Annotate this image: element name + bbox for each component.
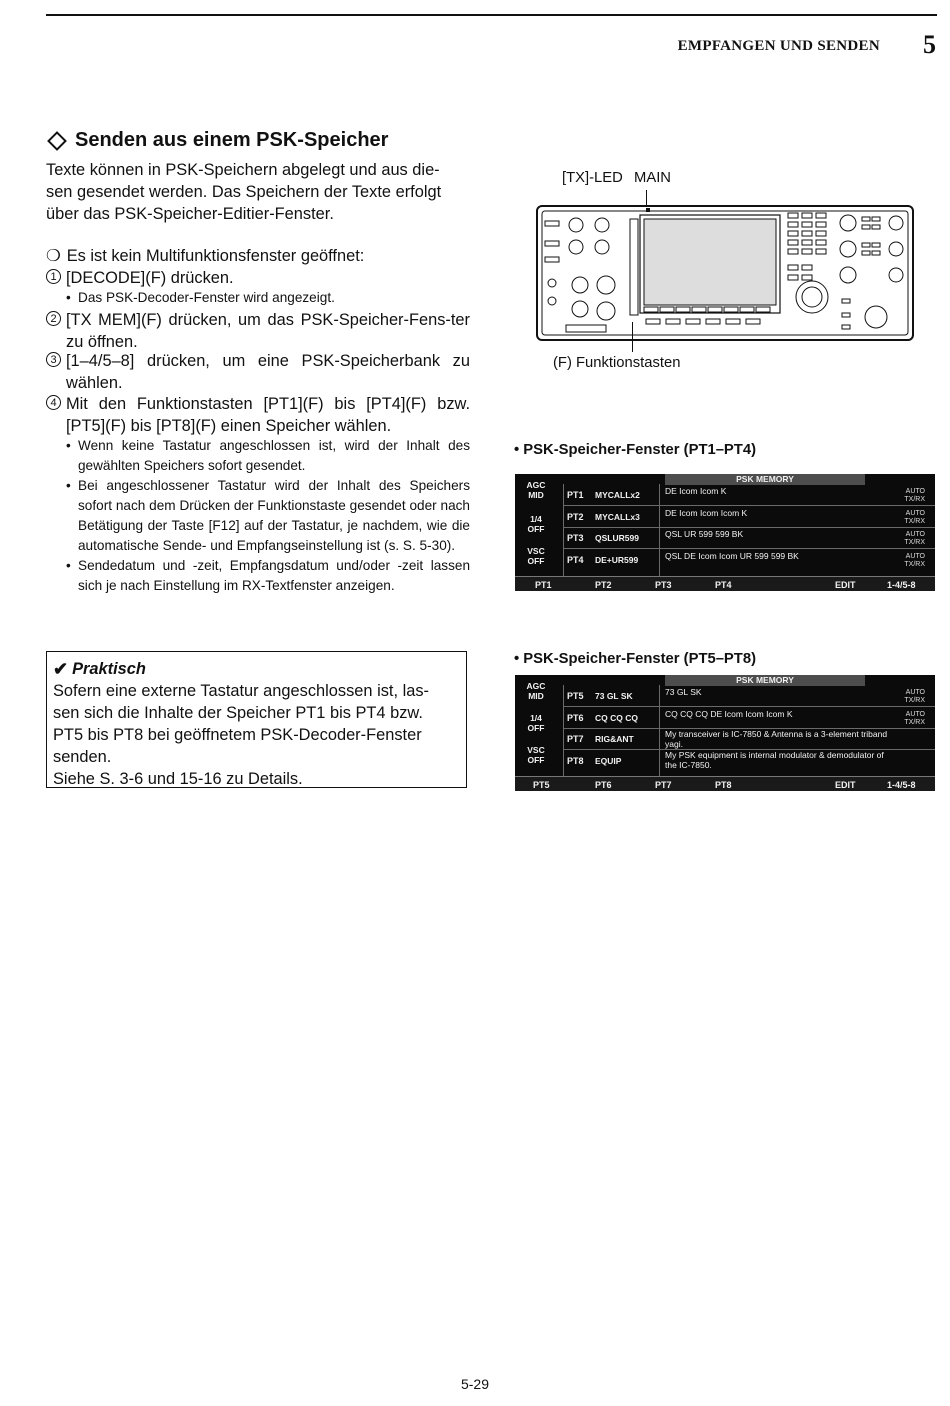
memory-content: QSL DE Icom Icom UR 599 599 BK (665, 551, 799, 561)
main-label: MAIN (634, 170, 671, 186)
chapter-number: 5 (923, 30, 936, 59)
diamond-icon (47, 131, 67, 151)
tip-line: sen sich die Inhalte der Speicher PT1 bis PT4 bzw. (53, 704, 423, 722)
memory-name: MYCALLx3 (595, 512, 640, 522)
divider (563, 484, 564, 577)
attenuator-indicator: 1/4 OFF (527, 514, 545, 534)
fkey-pt2[interactable]: PT2 (595, 580, 612, 590)
divider (563, 685, 564, 777)
memory-content: CQ CQ CQ DE Icom Icom Icom K (665, 709, 793, 719)
vsc-indicator: VSC OFF (527, 546, 545, 566)
fkey-pt6[interactable]: PT6 (595, 780, 612, 790)
auto-indicator: AUTO TX/RX (904, 711, 925, 726)
memory-content: DE Icom Icom K (665, 486, 727, 496)
intro-line: Texte können in PSK-Speichern abgelegt und aus die- (46, 161, 440, 179)
step-1-note: • Das PSK-Decoder-Fenster wird angezeigt. (66, 288, 470, 308)
fkey-pt4[interactable]: PT4 (715, 580, 732, 590)
agc-indicator: AGC MID (526, 480, 546, 500)
memory-name: CQ CQ CQ (595, 713, 638, 723)
row-divider (563, 548, 935, 549)
note-text: Das PSK-Decoder-Fenster wird angezeigt. (78, 290, 335, 305)
page-number: 5-29 (460, 1376, 490, 1392)
psk-memory-screen-1 (515, 474, 935, 591)
memory-slot-label: PT3 (567, 533, 584, 543)
step-4 (46, 393, 470, 437)
circle-icon: ❍ (46, 247, 61, 265)
step-number: 2 (46, 311, 61, 326)
step-number: 4 (46, 395, 61, 410)
auto-indicator: AUTO TX/RX (904, 488, 925, 503)
screen2-caption (514, 651, 756, 667)
intro-paragraph (46, 159, 470, 225)
fkey-bank[interactable]: 1-4/5-8 (887, 780, 916, 790)
caption-text: PSK-Speicher-Fenster (PT1–PT4) (523, 442, 757, 458)
tip-line: Siehe S. 3-6 und 15-16 zu Details. (53, 770, 303, 788)
row-divider (563, 527, 935, 528)
step-4-notes (66, 436, 470, 596)
tip-line: PT5 bis PT8 bei geöffnetem PSK-Decoder-Fenster (53, 726, 422, 744)
top-rule (46, 14, 937, 16)
memory-slot-label: PT7 (567, 734, 584, 744)
memory-name: 73 GL SK (595, 691, 633, 701)
memory-name: EQUIP (595, 756, 622, 766)
step-2 (46, 309, 470, 353)
section-title: Senden aus einem PSK-Speicher (75, 129, 389, 151)
step-text: [1–4/5–8] drücken, um eine PSK-Speicherbank zu wählen. (66, 352, 470, 392)
divider (659, 484, 660, 577)
row-divider (563, 706, 935, 707)
memory-name: DE+UR599 (595, 555, 639, 565)
note-item: • Sendedatum und -zeit, Empfangsdatum und/oder -zeit lassen sich je nach Einstellung im RX-Textfenster anzeigen. (66, 558, 470, 593)
checkmark-icon: ✔ (53, 659, 69, 679)
memory-name: MYCALLx2 (595, 490, 640, 500)
chapter-title: EMPFANGEN UND SENDEN (677, 38, 880, 54)
tip-line: senden. (53, 748, 112, 766)
tx-led-label: [TX]-LED (562, 170, 623, 186)
auto-indicator: AUTO TX/RX (904, 510, 925, 525)
fkey-edit[interactable]: EDIT (835, 580, 856, 590)
attenuator-indicator: 1/4 OFF (527, 713, 545, 733)
tip-line: Sofern eine externe Tastatur angeschlossen ist, las- (53, 682, 429, 700)
memory-slot-label: PT4 (567, 555, 584, 565)
screen1-caption (514, 442, 756, 458)
note-item: • Bei angeschlossener Tastatur wird der Inhalt des Speichers sofort nach dem Drücken der Funktionstaste gesendet oder nach Betätigung der Taste [F12] auf der Tastatur, je nachdem, wie die automatische Sende- und Empfangseinstellung ist (s. S. 5-30). (66, 478, 470, 553)
memory-slot-label: PT5 (567, 691, 584, 701)
step-number: 1 (46, 269, 61, 284)
fkey-bank[interactable]: 1-4/5-8 (887, 580, 916, 590)
fkey-pt3[interactable]: PT3 (655, 580, 672, 590)
auto-indicator: AUTO TX/RX (904, 553, 925, 568)
memory-content: My transceiver is IC-7850 & Antenna is a 3-element triband yagi. (665, 729, 888, 749)
tip-heading (53, 658, 460, 680)
step-text: [DECODE](F) drücken. (66, 269, 234, 287)
section-heading (46, 129, 388, 152)
screen-header: PSK MEMORY (665, 675, 865, 686)
memory-slot-label: PT8 (567, 756, 584, 766)
divider (659, 685, 660, 777)
step-number: 3 (46, 352, 61, 367)
screen-header: PSK MEMORY (665, 474, 865, 485)
memory-slot-label: PT1 (567, 490, 584, 500)
tip-box (46, 651, 467, 788)
caption-text: PSK-Speicher-Fenster (PT5–PT8) (523, 651, 757, 667)
leader-line (632, 322, 633, 352)
memory-content: QSL UR 599 599 BK (665, 529, 744, 539)
note-item: • Wenn keine Tastatur angeschlossen ist, wird der Inhalt des gewählten Speichers sofort gesendet. (66, 438, 470, 473)
memory-slot-label: PT2 (567, 512, 584, 522)
condition (46, 245, 470, 267)
step-text: [TX MEM](F) drücken, um das PSK-Speicher-Fens-ter zu öffnen. (66, 311, 470, 351)
memory-content: 73 GL SK (665, 687, 702, 697)
psk-memory-screen-2 (515, 675, 935, 791)
intro-line: über das PSK-Speicher-Editier-Fenster. (46, 205, 334, 223)
auto-indicator: AUTO TX/RX (904, 689, 925, 704)
memory-name: RIG&ANT (595, 734, 634, 744)
auto-indicator: AUTO TX/RX (904, 531, 925, 546)
vsc-indicator: VSC OFF (527, 745, 545, 765)
memory-content: My PSK equipment is internal modulator & demodulator of the IC-7850. (665, 750, 884, 770)
memory-content: DE Icom Icom Icom K (665, 508, 748, 518)
fkey-edit[interactable]: EDIT (835, 780, 856, 790)
bullet-mark: • (514, 651, 524, 667)
agc-indicator: AGC MID (526, 681, 546, 701)
fkey-pt1[interactable]: PT1 (535, 580, 552, 590)
step-1 (46, 267, 470, 289)
fkey-pt7[interactable]: PT7 (655, 780, 672, 790)
memory-name: QSLUR599 (595, 533, 639, 543)
bullet-mark: • (514, 442, 524, 458)
fkeys-label: (F) Funktionstasten (553, 355, 681, 371)
fkey-pt8[interactable]: PT8 (715, 780, 732, 790)
radio-front-panel (536, 205, 914, 341)
memory-slot-label: PT6 (567, 713, 584, 723)
step-text: Mit den Funktionstasten [PT1](F) bis [PT4](F) bzw. [PT5](F) bis [PT8](F) einen Speicher wählen. (66, 395, 470, 435)
condition-text: Es ist kein Multifunktionsfenster geöffnet: (66, 247, 365, 265)
tip-title: Praktisch (72, 660, 146, 678)
step-3 (46, 350, 470, 394)
intro-line: sen gesendet werden. Das Speichern der Texte erfolgt (46, 183, 442, 201)
fkey-pt5[interactable]: PT5 (533, 780, 550, 790)
row-divider (563, 505, 935, 506)
